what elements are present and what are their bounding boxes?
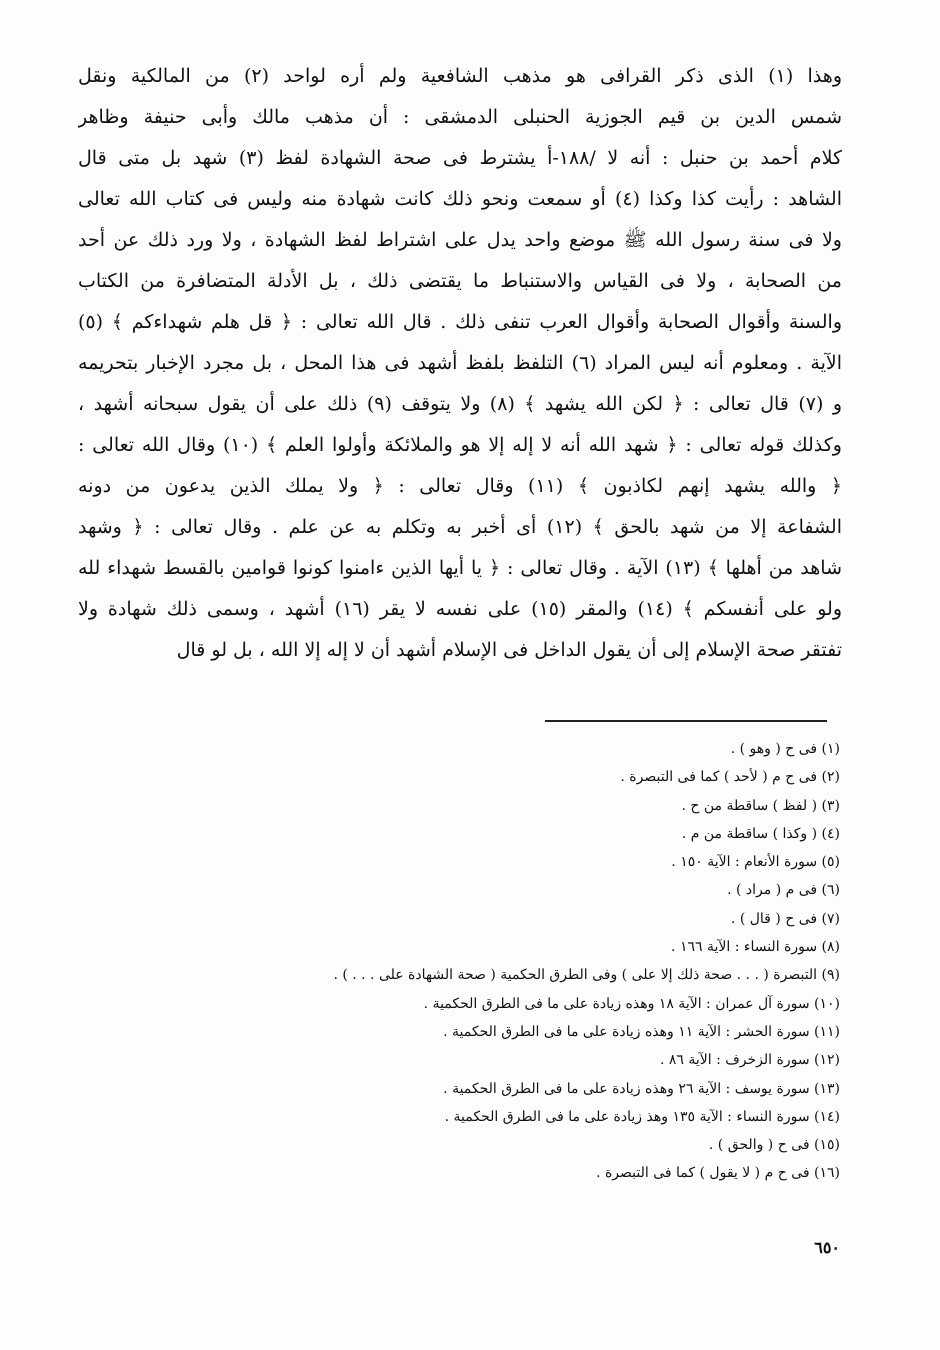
text-line: ولا فى سنة رسول الله ﷺ موضع واحد يدل على اشتراط لفظ الشهادة ، ولا ورد ذلك عن أحد [78, 229, 842, 251]
footnote: (١٠) سورة آل عمران : الآية ١٨ وهذه زيادة على ما فى الطرق الحكمية . [423, 995, 840, 1012]
main-text [78, 56, 842, 671]
text-line: وكذلك قوله تعالى : ﴿ شهد الله أنه لا إله إلا هو والملائكة وأولوا العلم ﴾ (١٠) وقال الله تعالى : [78, 434, 842, 456]
footnote: (١٣) سورة يوسف : الآية ٢٦ وهذه زيادة على ما فى الطرق الحكمية . [443, 1080, 840, 1097]
footnote: (١١) سورة الحشر : الآية ١١ وهذه زيادة على ما فى الطرق الحكمية . [443, 1023, 840, 1040]
text-line: وهذا (١) الذى ذكر القرافى هو مذهب الشافعية ولم أره لواحد (٢) من المالكية ونقل [78, 65, 842, 87]
text-line: شاهد من أهلها ﴾ (١٣) الآية . وقال تعالى : ﴿ يا أيها الذين ءامنوا كونوا قوامين بالقسط شهداء لله [78, 557, 842, 579]
footnote: (٨) سورة النساء : الآية ١٦٦ . [671, 939, 840, 956]
text-line: الشفاعة إلا من شهد بالحق ﴾ (١٢) أى أخبر به وتكلم به عن علم . وقال تعالى : ﴿ وشهد [78, 516, 842, 538]
footnote: (١٢) سورة الزخرف : الآية ٨٦ . [659, 1052, 840, 1069]
footnote: (١) فى ح ( وهو ) . [730, 741, 840, 757]
footnote: (١٥) فى ح ( والحق ) . [708, 1137, 840, 1154]
text-line: و (٧) قال تعالى : ﴿ لكن الله يشهد ﴾ (٨) ولا يتوقف (٩) ذلك على أن يقول سبحانه أشهد ، [78, 393, 842, 415]
text-line: كلام أحمد بن حنبل : أنه لا /١٨٨-أ يشترط فى صحة الشهادة لفظ (٣) شهد بل متى قال [78, 147, 842, 169]
page-number: ٦٥٠ [814, 1238, 840, 1257]
text-line: شمس الدين بن قيم الجوزية الحنبلى الدمشقى : أن مذهب مالك وأبى حنيفة وظاهر [78, 106, 842, 128]
footnote: (٤) ( وكذا ) ساقطة من م . [681, 825, 840, 842]
footnote: (١٤) سورة النساء : الآية ١٣٥ وهذ زيادة على ما فى الطرق الحكمية . [444, 1108, 840, 1125]
text-line: تفتقر صحة الإسلام إلى أن يقول الداخل فى الإسلام أشهد أن لا إله إلا الله ، بل لو قال [176, 639, 842, 661]
footnote: (٦) فى م ( مراد ) . [727, 882, 840, 899]
text-line: من الصحابة ، ولا فى القياس والاستنباط ما يقتضى ذلك ، بل الأدلة المتضافرة من الكتاب [78, 270, 842, 292]
footnote: (١٦) فى ح م ( لا يقول ) كما فى التبصرة . [596, 1165, 840, 1182]
footnote: (٩) التبصرة ( . . . صحة ذلك إلا على ) وفى الطرق الحكمية ( صحة الشهادة على . . . ) . [333, 967, 840, 984]
footnote: (٢) فى ح م ( لأحد ) كما فى التبصرة . [620, 769, 840, 786]
text-line: والسنة وأقوال الصحابة وأقوال العرب تنفى ذلك . قال الله تعالى : ﴿ قل هلم شهداءكم ﴾ (٥) [78, 311, 842, 333]
footnotes [220, 735, 840, 1188]
footnote: (٥) سورة الأنعام : الآية ١٥٠ . [671, 854, 840, 871]
text-line: الشاهد : رأيت كذا وكذا (٤) أو سمعت ونحو ذلك كانت شهادة منه وليس فى كتاب الله تعالى [78, 188, 842, 210]
footnote-separator [545, 720, 827, 722]
text-line: ولو على أنفسكم ﴾ (١٤) والمقر (١٥) على نفسه لا يقر (١٦) أشهد ، وسمى ذلك شهادة ولا [78, 598, 842, 620]
footnote: (٣) ( لفظ ) ساقطة من ح . [681, 797, 840, 814]
text-line: الآية . ومعلوم أنه ليس المراد (٦) التلفظ بلفظ أشهد فى هذا المحل ، بل مجرد الإخبار بتحريمه [78, 352, 842, 374]
footnote: (٧) فى ح ( قال ) . [730, 910, 840, 927]
text-line: ﴿ والله يشهد إنهم لكاذبون ﴾ (١١) وقال تعالى : ﴿ ولا يملك الذين يدعون من دونه [78, 475, 842, 497]
